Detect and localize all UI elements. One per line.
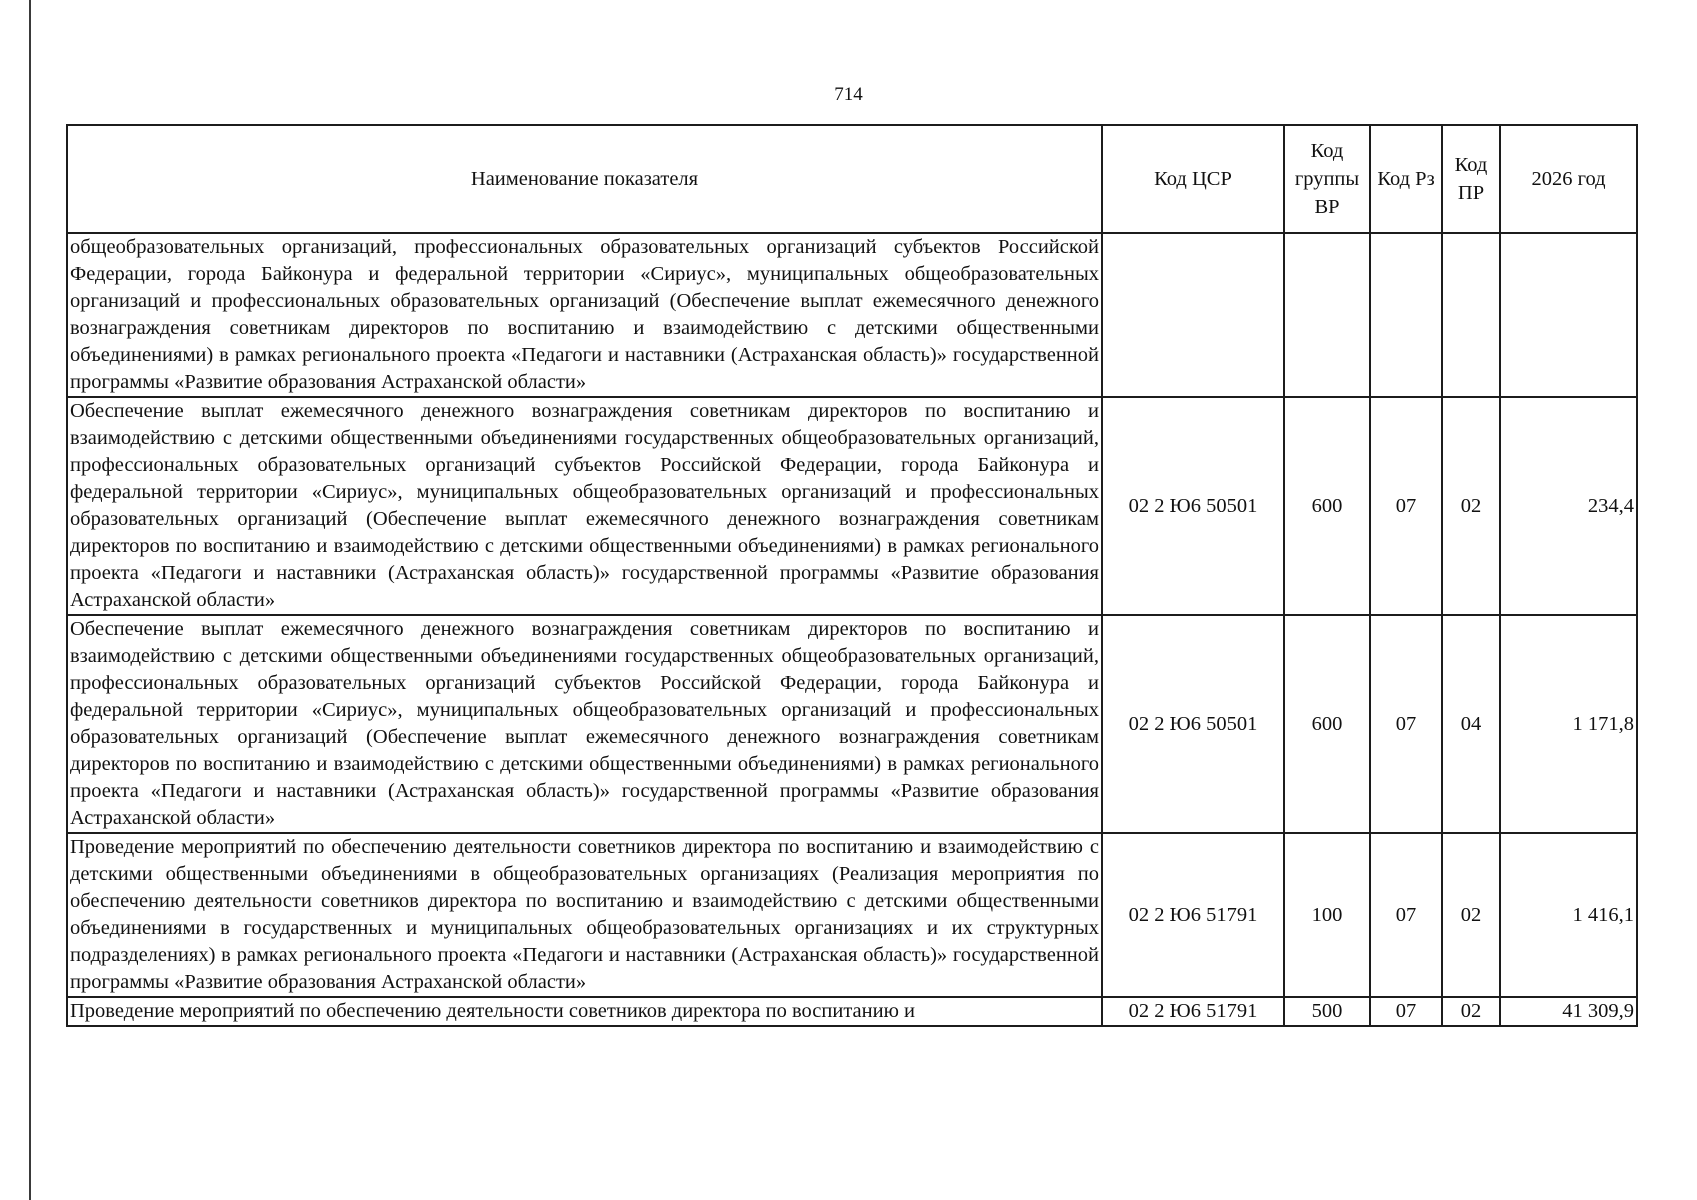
header-year-2026: 2026 год — [1500, 125, 1637, 233]
row-name: Обеспечение выплат ежемесячного денежного вознаграждения советникам директоров по воспитанию и взаимодействию с детскими общественными объединениями государственных общеобразовательных организаций, профессиональных образовательных организаций субъектов Российской Федерации, города Байконура и федеральной территории «Сириус», муниципальных общеобразовательных организаций и профессиональных образовательных организаций (Обеспечение выплат ежемесячного денежного вознаграждения советникам директоров по воспитанию и взаимодействию с детскими общественными объединениями) в рамках регионального проекта «Педагоги и наставники (Астраханская область)» государственной программы «Развитие образования Астраханской области» — [67, 397, 1102, 615]
header-csr-code: Код ЦСР — [1102, 125, 1284, 233]
row-vr-code: 600 — [1284, 397, 1370, 615]
header-pr-code: Код ПР — [1442, 125, 1500, 233]
header-vr-code: Код группы ВР — [1284, 125, 1370, 233]
row-amount: 234,4 — [1500, 397, 1637, 615]
row-amount: 41 309,9 — [1500, 997, 1637, 1026]
row-pr-code: 02 — [1442, 833, 1500, 997]
row-rz-code: 07 — [1370, 833, 1442, 997]
row-csr-code: 02 2 Ю6 50501 — [1102, 397, 1284, 615]
row-csr-code — [1102, 233, 1284, 397]
table-row — [67, 397, 1637, 615]
header-name: Наименование показателя — [67, 125, 1102, 233]
row-amount — [1500, 233, 1637, 397]
row-amount: 1 171,8 — [1500, 615, 1637, 833]
table-row — [67, 833, 1637, 997]
page-left-rule — [29, 0, 31, 1200]
table-row — [67, 615, 1637, 833]
row-rz-code: 07 — [1370, 397, 1442, 615]
row-rz-code: 07 — [1370, 615, 1442, 833]
row-pr-code: 02 — [1442, 997, 1500, 1026]
row-vr-code: 600 — [1284, 615, 1370, 833]
table-header-row — [67, 125, 1637, 233]
budget-table — [66, 124, 1638, 1027]
row-csr-code: 02 2 Ю6 51791 — [1102, 833, 1284, 997]
header-rz-code: Код Рз — [1370, 125, 1442, 233]
row-rz-code: 07 — [1370, 997, 1442, 1026]
row-vr-code — [1284, 233, 1370, 397]
row-rz-code — [1370, 233, 1442, 397]
table-row — [67, 233, 1637, 397]
row-pr-code — [1442, 233, 1500, 397]
row-name: Проведение мероприятий по обеспечению деятельности советников директора по воспитанию и взаимодействию с детскими общественными объединениями в общеобразовательных организациях (Реализация мероприятия по обеспечению деятельности советников директора по воспитанию и взаимодействию с детскими общественными объединениями в государственных и муниципальных общеобразовательных организациях и их структурных подразделениях) в рамках регионального проекта «Педагоги и наставники (Астраханская область)» государственной программы «Развитие образования Астраханской области» — [67, 833, 1102, 997]
row-pr-code: 04 — [1442, 615, 1500, 833]
row-csr-code: 02 2 Ю6 50501 — [1102, 615, 1284, 833]
row-vr-code: 100 — [1284, 833, 1370, 997]
row-name: Обеспечение выплат ежемесячного денежного вознаграждения советникам директоров по воспитанию и взаимодействию с детскими общественными объединениями государственных общеобразовательных организаций, профессиональных образовательных организаций субъектов Российской Федерации, города Байконура и федеральной территории «Сириус», муниципальных общеобразовательных организаций и профессиональных образовательных организаций (Обеспечение выплат ежемесячного денежного вознаграждения советникам директоров по воспитанию и взаимодействию с детскими общественными объединениями) в рамках регионального проекта «Педагоги и наставники (Астраханская область)» государственной программы «Развитие образования Астраханской области» — [67, 615, 1102, 833]
row-name: общеобразовательных организаций, профессиональных образовательных организаций субъектов Российской Федерации, города Байконура и федеральной территории «Сириус», муниципальных общеобразовательных организаций и профессиональных образовательных организаций (Обеспечение выплат ежемесячного денежного вознаграждения советникам директоров по воспитанию и взаимодействию с детскими общественными объединениями) в рамках регионального проекта «Педагоги и наставники (Астраханская область)» государственной программы «Развитие образования Астраханской области» — [67, 233, 1102, 397]
row-vr-code: 500 — [1284, 997, 1370, 1026]
row-amount: 1 416,1 — [1500, 833, 1637, 997]
page-number: 714 — [834, 84, 863, 105]
row-name: Проведение мероприятий по обеспечению деятельности советников директора по воспитанию и — [67, 997, 1102, 1026]
row-csr-code: 02 2 Ю6 51791 — [1102, 997, 1284, 1026]
row-pr-code: 02 — [1442, 397, 1500, 615]
table-row — [67, 997, 1637, 1026]
